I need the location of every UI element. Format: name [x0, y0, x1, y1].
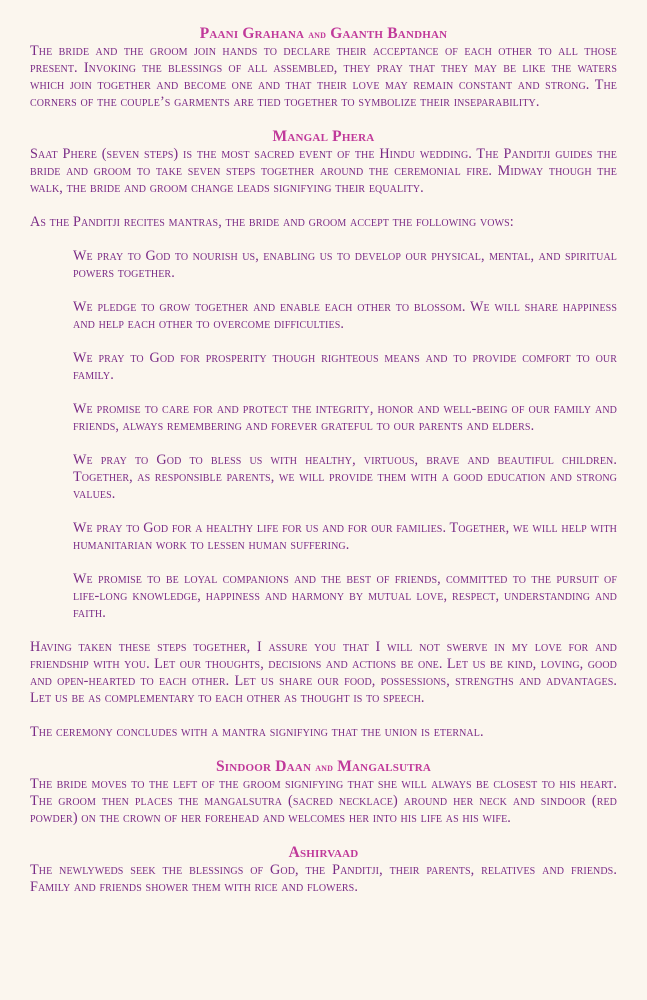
vows-list: [30, 248, 617, 622]
vow-item: We pray to God to bless us with healthy, virtuous, brave and beautiful children. Together, as responsible parents, we will provide them with a good education and strong values.: [73, 452, 617, 502]
title-and: and: [308, 27, 327, 41]
section-title-ashirvaad: Ashirvaad: [288, 844, 359, 861]
section-title-sindoor-daan: [30, 758, 617, 776]
vow-item: We pray to God for prosperity though righteous means and to provide comfort to our family.: [73, 350, 617, 383]
vow-item: We pray to God for a healthy life for us and for our families. Together, we will help with humanitarian work to lessen human suffering.: [73, 520, 617, 553]
paragraph-sindoor-daan: The bride moves to the left of the groom signifying that she will always be closest to his heart. The groom then places the mangalsutra (sacred necklace) around her neck and sindoor (red powder) on the crown of her forehead and welcomes her into his life as his wife.: [30, 776, 617, 826]
vow-item: We pledge to grow together and enable each other to blossom. We will share happiness and help each other to overcome difficulties.: [73, 299, 617, 332]
vow-item: We pray to God to nourish us, enabling us to develop our physical, mental, and spiritual powers together.: [73, 248, 617, 281]
paragraph-after-vows: Having taken these steps together, I assure you that I will not swerve in my love for and friendship with you. Let our thoughts, decisions and actions be one. Let us be kind, loving, good and open-hearted to each other. Let us share our food, possessions, strengths and advantages. Let us be as complementary to each other as thought is to speech.: [30, 639, 617, 706]
vows-intro: As the Panditji recites mantras, the bride and groom accept the following vows:: [30, 214, 514, 230]
section-ashirvaad: [30, 844, 617, 896]
paragraph-mangal-phera: Saat Phere (seven steps) is the most sacred event of the Hindu wedding. The Panditji guides the bride and groom to take seven steps together around the ceremonial fire. Midway though the walk, the bride and groom change leads signifying their equality.: [30, 146, 617, 196]
section-mangal-phera: [30, 128, 617, 741]
vow-item: We promise to be loyal companions and the best of friends, committed to the pursuit of life-long knowledge, happiness and harmony by mutual love, respect, understanding and faith.: [73, 571, 617, 621]
paragraph-ashirvaad: The newlyweds seek the blessings of God, the Panditji, their parents, relatives and friends. Family and friends shower them with rice and flowers.: [30, 862, 617, 895]
title-part: Paani Grahana: [199, 25, 305, 42]
vow-item: We promise to care for and protect the integrity, honor and well-being of our family and friends, always remembering and forever grateful to our parents and elders.: [73, 401, 617, 434]
section-sindoor-daan: [30, 758, 617, 827]
title-part: Sindoor Daan: [215, 758, 312, 775]
section-title-mangal-phera: Mangal Phera: [272, 128, 375, 145]
title-and: and: [315, 760, 334, 774]
section-paani-grahana: [30, 25, 617, 111]
paragraph-conclusion: The ceremony concludes with a mantra signifying that the union is eternal.: [30, 724, 484, 740]
section-title-paani-grahana: [30, 25, 617, 43]
paragraph-paani-grahana: The bride and the groom join hands to declare their acceptance of each other to all those present. Invoking the blessings of all assembled, they pray that they may be like the waters which join together and become one and that their love may remain constant and strong. The corners of the couple’s garments are tied together to symbolize their inseparability.: [30, 43, 617, 110]
title-part: Mangalsutra: [337, 758, 432, 775]
title-part: Gaanth Bandhan: [330, 25, 448, 42]
